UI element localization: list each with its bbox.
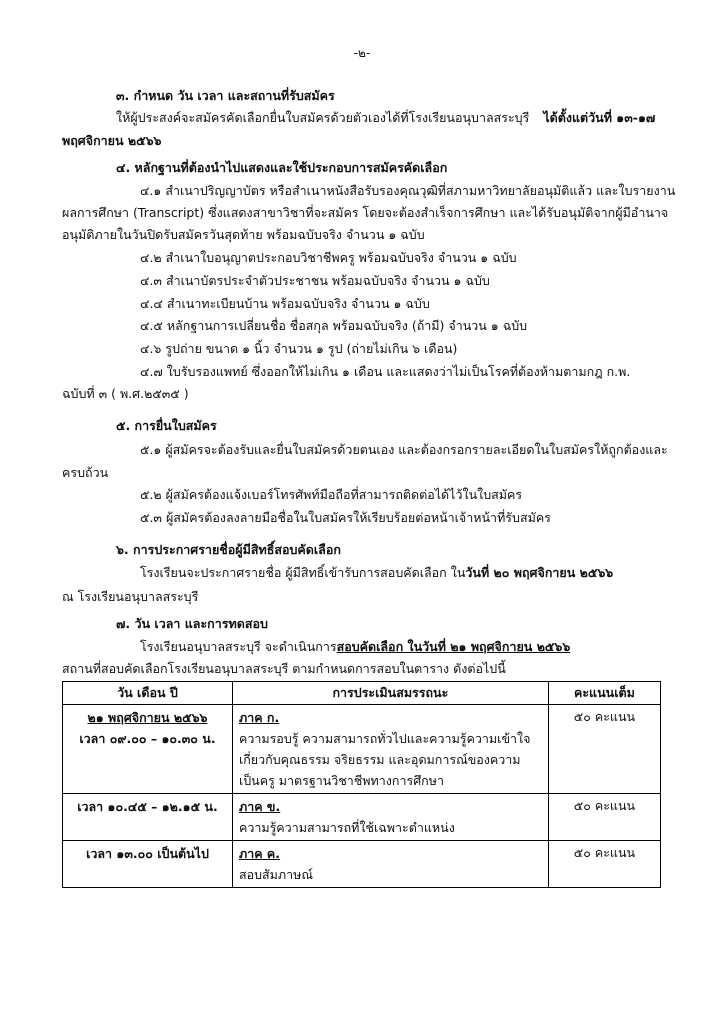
row-2-part: ภาค ข. [238, 799, 281, 814]
section-4-item-1-line1: ๔.๑ สำเนาปริญญาบัตร หรือสำเนาหนังสือรับรองคุณวุฒิที่สภามหาวิทยาลัยอนุมัติแล้ว และใบรายงาน [140, 183, 676, 198]
row-3-score: ๕๐ คะแนน [548, 841, 660, 888]
row-1-date-cell [63, 705, 233, 794]
section-3-body-text: ให้ผู้ประสงค์จะสมัครคัดเลือกยื่นใบสมัครด้วยตัวเองได้ที่โรงเรียนอนุบาลสระบุรี [116, 110, 530, 125]
section-5-heading: ๕. การยื่นใบสมัคร [116, 418, 217, 433]
row-3-date-cell [63, 841, 233, 888]
row-3-desc-line-1: สอบสัมภาษณ์ [238, 867, 313, 882]
row-1-assessment-cell [232, 705, 548, 794]
section-4-heading: ๔. หลักฐานที่ต้องนำไปแสดงและใช้ประกอบการสมัครคัดเลือก [116, 160, 448, 175]
section-5-item-1-line1: ๕.๑ ผู้สมัครจะต้องรับและยื่นใบสมัครด้วยตนเอง และต้องกรอกรายละเอียดในใบสมัครให้ถูกต้องและ [140, 442, 668, 457]
row-1-score: ๕๐ คะแนน [548, 705, 660, 794]
section-7-body-text: โรงเรียนอนุบาลสระบุรี จะดำเนินการ [140, 639, 337, 654]
table-header-row [63, 682, 661, 705]
section-4-item-5: ๔.๕ หลักฐานการเปลี่ยนชื่อ ชื่อสกุล พร้อมฉบับจริง (ถ้ามี) จำนวน ๑ ฉบับ [140, 318, 528, 333]
section-6-announce-date: วันที่ ๒๐ พฤศจิกายน ๒๕๖๖ [465, 565, 614, 580]
section-4-item-4: ๔.๔ สำเนาทะเบียนบ้าน พร้อมฉบับจริง จำนวน ๑ ฉบับ [140, 296, 430, 311]
column-header-score: คะแนนเต็ม [548, 682, 660, 705]
section-7-body-line2: สถานที่สอบคัดเลือกโรงเรียนอนุบาลสระบุรี ตามกำหนดการสอบในตาราง ดังต่อไปนี้ [62, 661, 506, 676]
section-3-body-line2: พฤศจิกายน ๒๕๖๖ [62, 133, 162, 148]
section-4-item-2: ๔.๒ สำเนาใบอนุญาตประกอบวิชาชีพครู พร้อมฉบับจริง จำนวน ๑ ฉบับ [140, 250, 517, 265]
section-5-item-2: ๕.๒ ผู้สมัครต้องแจ้งเบอร์โทรศัพท์มือถือที่สามารถติดต่อได้ไว้ในใบสมัคร [140, 487, 523, 502]
section-6-body-text: โรงเรียนจะประกาศรายชื่อ ผู้มีสิทธิ์เข้ารับการสอบคัดเลือก ใน [140, 565, 466, 580]
section-7-heading: ๗. วัน เวลา และการทดสอบ [116, 616, 268, 631]
table-row [63, 794, 661, 841]
row-2-time: เวลา ๑๐.๔๕ – ๑๒.๑๕ น. [77, 799, 218, 814]
row-3-part: ภาค ค. [238, 846, 281, 861]
section-4-item-7-line1: ๔.๗ ใบรับรองแพทย์ ซึ่งออกให้ไม่เกิน ๑ เดือน และแสดงว่าไม่เป็นโรคที่ต้องห้ามตามกฎ ก.พ. [140, 364, 631, 379]
row-3-time: เวลา ๑๓.๐๐ เป็นต้นไป [86, 846, 209, 861]
section-5-item-1-line2: ครบถ้วน [62, 465, 109, 480]
page-number: -๒- [353, 46, 371, 60]
section-4-item-3: ๔.๓ สำเนาบัตรประจำตัวประชาชน พร้อมฉบับจริง จำนวน ๑ ฉบับ [140, 273, 490, 288]
row-1-date: ๒๑ พฤศจิกายน ๒๕๖๖ [87, 710, 208, 725]
row-2-desc-line-1: ความรู้ความสามารถที่ใช้เฉพาะตำแหน่ง [238, 820, 455, 835]
section-6-body-line1 [140, 563, 613, 583]
section-7-exam-date: สอบคัดเลือก ในวันที่ ๒๑ พฤศจิกายน ๒๕๖๖ [336, 639, 571, 654]
row-1-desc-line-2: เกี่ยวกับคุณธรรม จริยธรรม และอุดมการณ์ของความ [238, 752, 521, 767]
section-6-heading: ๖. การประกาศรายชื่อผู้มีสิทธิ์สอบคัดเลือก [116, 542, 341, 557]
row-3-assessment-cell [232, 841, 548, 888]
section-7-body-line1 [140, 637, 570, 657]
row-2-date-cell [63, 794, 233, 841]
section-4-item-1-line2: ผลการศึกษา (Transcript) ซึ่งแสดงสาขาวิชาที่จะสมัคร โดยจะต้องสำเร็จการศึกษา และได้รับอนุมัติจากผู้มีอำนาจ [62, 205, 669, 220]
section-3-body-dates: ได้ตั้งแต่วันที่ ๑๓-๑๗ [543, 110, 656, 125]
table-row [63, 841, 661, 888]
row-1-part: ภาค ก. [238, 710, 280, 725]
section-3-heading: ๓. กำหนด วัน เวลา และสถานที่รับสมัคร [116, 88, 335, 103]
table-row [63, 705, 661, 794]
section-5-item-3: ๕.๓ ผู้สมัครต้องลงลายมือชื่อในใบสมัครให้เรียบร้อยต่อหน้าเจ้าหน้าที่รับสมัคร [140, 510, 551, 525]
row-1-time: เวลา ๐๙.๐๐ – ๑๐.๓๐ น. [79, 731, 216, 746]
section-6-body-line2: ณ โรงเรียนอนุบาลสระบุรี [62, 589, 199, 604]
column-header-assessment: การประเมินสมรรถนะ [232, 682, 548, 705]
section-4-item-7-line2: ฉบับที่ ๓ ( พ.ศ.๒๕๓๕ ) [62, 386, 189, 401]
section-4-item-6: ๔.๖ รูปถ่าย ขนาด ๑ นิ้ว จำนวน ๑ รูป (ถ่ายไม่เกิน ๖ เดือน) [140, 341, 458, 356]
exam-schedule-table [62, 681, 661, 888]
row-2-score: ๕๐ คะแนน [548, 794, 660, 841]
section-3-body-line1 [116, 108, 655, 128]
section-4-item-1-line3: อนุมัติภายในวันปิดรับสมัครวันสุดท้าย พร้อมฉบับจริง จำนวน ๑ ฉบับ [62, 227, 425, 242]
column-header-date: วัน เดือน ปี [63, 682, 233, 705]
row-1-desc-line-3: เป็นครู มาตรฐานวิชาชีพทางการศึกษา [238, 773, 444, 788]
row-1-desc-line-1: ความรอบรู้ ความสามารถทั่วไปและความรู้ความเข้าใจ [238, 731, 531, 746]
row-2-assessment-cell [232, 794, 548, 841]
